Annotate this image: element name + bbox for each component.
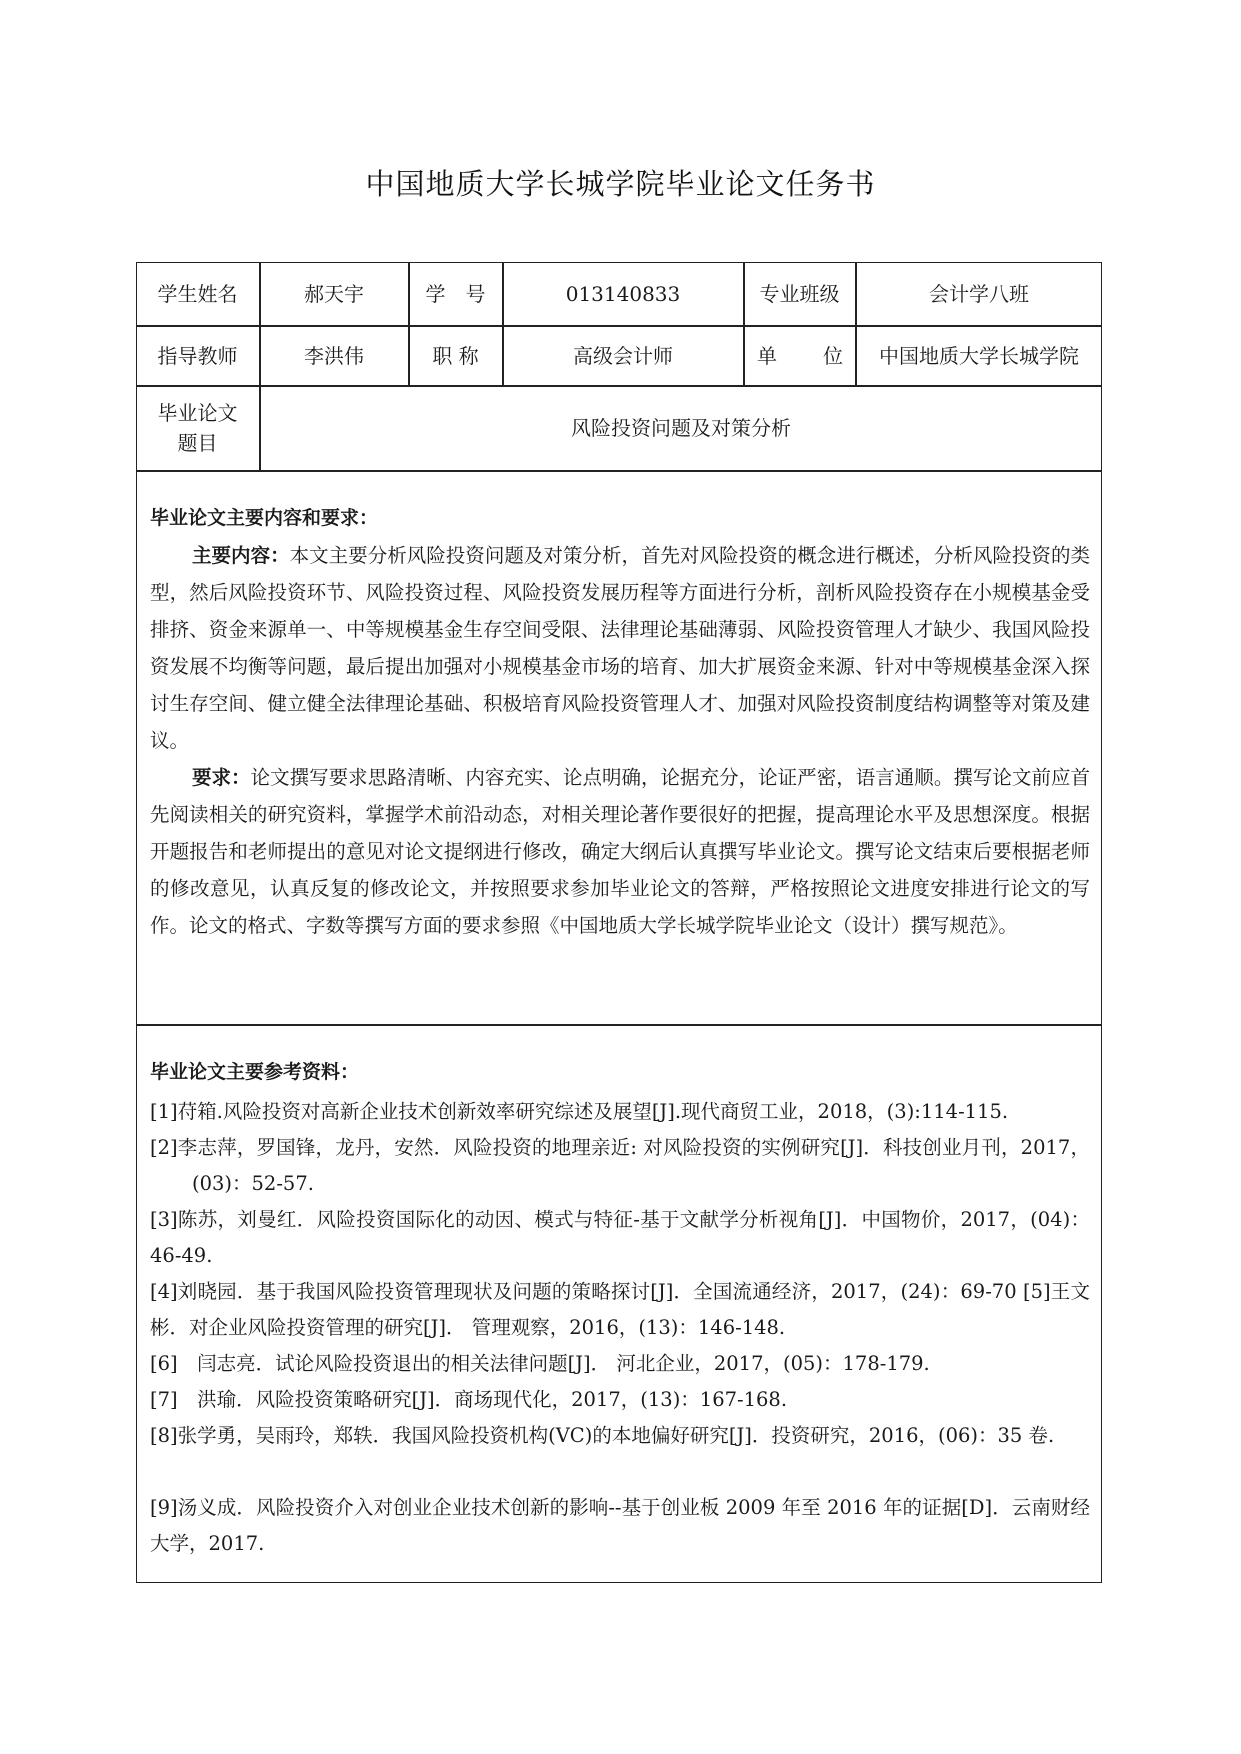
- title-value: 高级会计师: [573, 343, 673, 368]
- requirements-lead: 要求：: [192, 766, 251, 789]
- table-rule: [136, 470, 1102, 472]
- reference-item: [4]刘晓园．基于我国风险投资管理现状及问题的策略探讨[J]．全国流通经济，2017，(24)：69-70 [5]王文彬．对企业风险投资管理的研究[J]． 管理观察，2016，(13)：146-148.: [150, 1280, 1090, 1339]
- topic-label-line2: 题目: [177, 431, 218, 455]
- student-id-value: 013140833: [565, 281, 681, 306]
- reference-item: [7] 洪瑜．风险投资策略研究[J]．商场现代化，2017，(13)：167-168.: [150, 1388, 788, 1411]
- document-title: 中国地质大学长城学院毕业论文任务书: [365, 167, 876, 201]
- topic-label-line1: 毕业论文: [157, 401, 238, 425]
- requirements-text: 论文撰写要求思路清晰、内容充实、论点明确，论据充分，论证严密，语言通顺。撰写论文前应首先阅读相关的研究资料，掌握学术前沿动态，对相关理论著作要很好的把握，提高理论水平及思想深度。根据开题报告和老师提出的意见对论文提纲进行修改，确定大纲后认真撰写毕业论文。撰写论文结束后要根据老师的修改意见，认真反复的修改论文，并按照要求参加毕业论文的答辩，严格按照论文进度安排进行论文的写作。论文的格式、字数等撰写方面的要求参照《中国地质大学长城学院毕业论文（设计）撰写规范》。: [150, 766, 1090, 937]
- topic-label: [136, 386, 259, 470]
- reference-item: [2]李志萍，罗国锋，龙丹，安然．风险投资的地理亲近: 对风险投资的实例研究[J]．科技创业月刊，2017，(03)：52-57.: [150, 1136, 1090, 1195]
- advisor-label: 指导教师: [157, 343, 238, 368]
- reference-item: [8]张学勇，吴雨玲，郑轶．我国风险投资机构(VC)的本地偏好研究[J]．投资研究，2016，(06)：35 卷.: [150, 1424, 1055, 1447]
- student-id-label: 学 号: [425, 281, 486, 306]
- advisor-value: 李洪伟: [304, 343, 364, 368]
- reference-item: [1]苻箱.风险投资对高新企业技术创新效率研究综述及展望[J].现代商贸工业，2018，(3)​:114-115.: [150, 1100, 1009, 1123]
- unit-label-char-2: 位: [823, 343, 843, 368]
- topic-value: 风险投资问题及对策分析: [571, 416, 791, 440]
- requirements-paragraph: [150, 759, 1090, 944]
- student-name-value: 郝天宇: [304, 281, 364, 306]
- reference-item: [6] 闫志亮．试论风险投资退出的相关法律问题[J]． 河北企业，2017，(05)：178-179.: [150, 1352, 930, 1375]
- title-label: 职 称: [432, 343, 479, 368]
- content-heading: 毕业论文主要内容和要求：: [150, 507, 379, 529]
- reference-item: [3]陈苏，刘曼红．风险投资国际化的动因、模式与特征-基于文献学分析视角[J]．中国物价，2017，(04)：46-49.: [150, 1208, 1090, 1267]
- main-content-paragraph: [150, 537, 1090, 759]
- class-value: 会计学八班: [929, 281, 1029, 306]
- unit-label-char-1: 单: [757, 343, 777, 368]
- student-name-label: 学生姓名: [157, 281, 238, 306]
- unit-value: 中国地质大学长城学院: [879, 343, 1079, 368]
- main-content-text: 本文主要分析风险投资问题及对策分析，首先对风险投资的概念进行概述，分析风险投资的类型，然后风险投资环节、风险投资过程、风险投资发展历程等方面进行分析，剖析风险投资存在小规模基金受排挤、资金来源单一、中等规模基金生存空间受限、法律理论基础薄弱、风险投资管理人才缺少、我国风险投资发展不均衡等问题，最后提出加强对小规模基金市场的培育、加大扩展资金来源、针对中等规模基金深入探讨生存空间、健立健全法律理论基础、积极培育风险投资管理人才、加强对风险投资制度结构调整等对策及建议。: [150, 544, 1090, 752]
- references-heading: 毕业论文主要参考资料：: [150, 1061, 360, 1083]
- table-rule: [136, 1024, 1102, 1026]
- class-label: 专业班级: [759, 281, 840, 306]
- unit-label: [757, 326, 843, 385]
- main-content-lead: 主要内容：: [192, 544, 290, 567]
- reference-item: [9]汤义成．风险投资介入对创业企业技术创新的影响--基于创业板 2009 年至 2016 年的证据[D]．云南财经大学，2017.: [150, 1496, 1090, 1555]
